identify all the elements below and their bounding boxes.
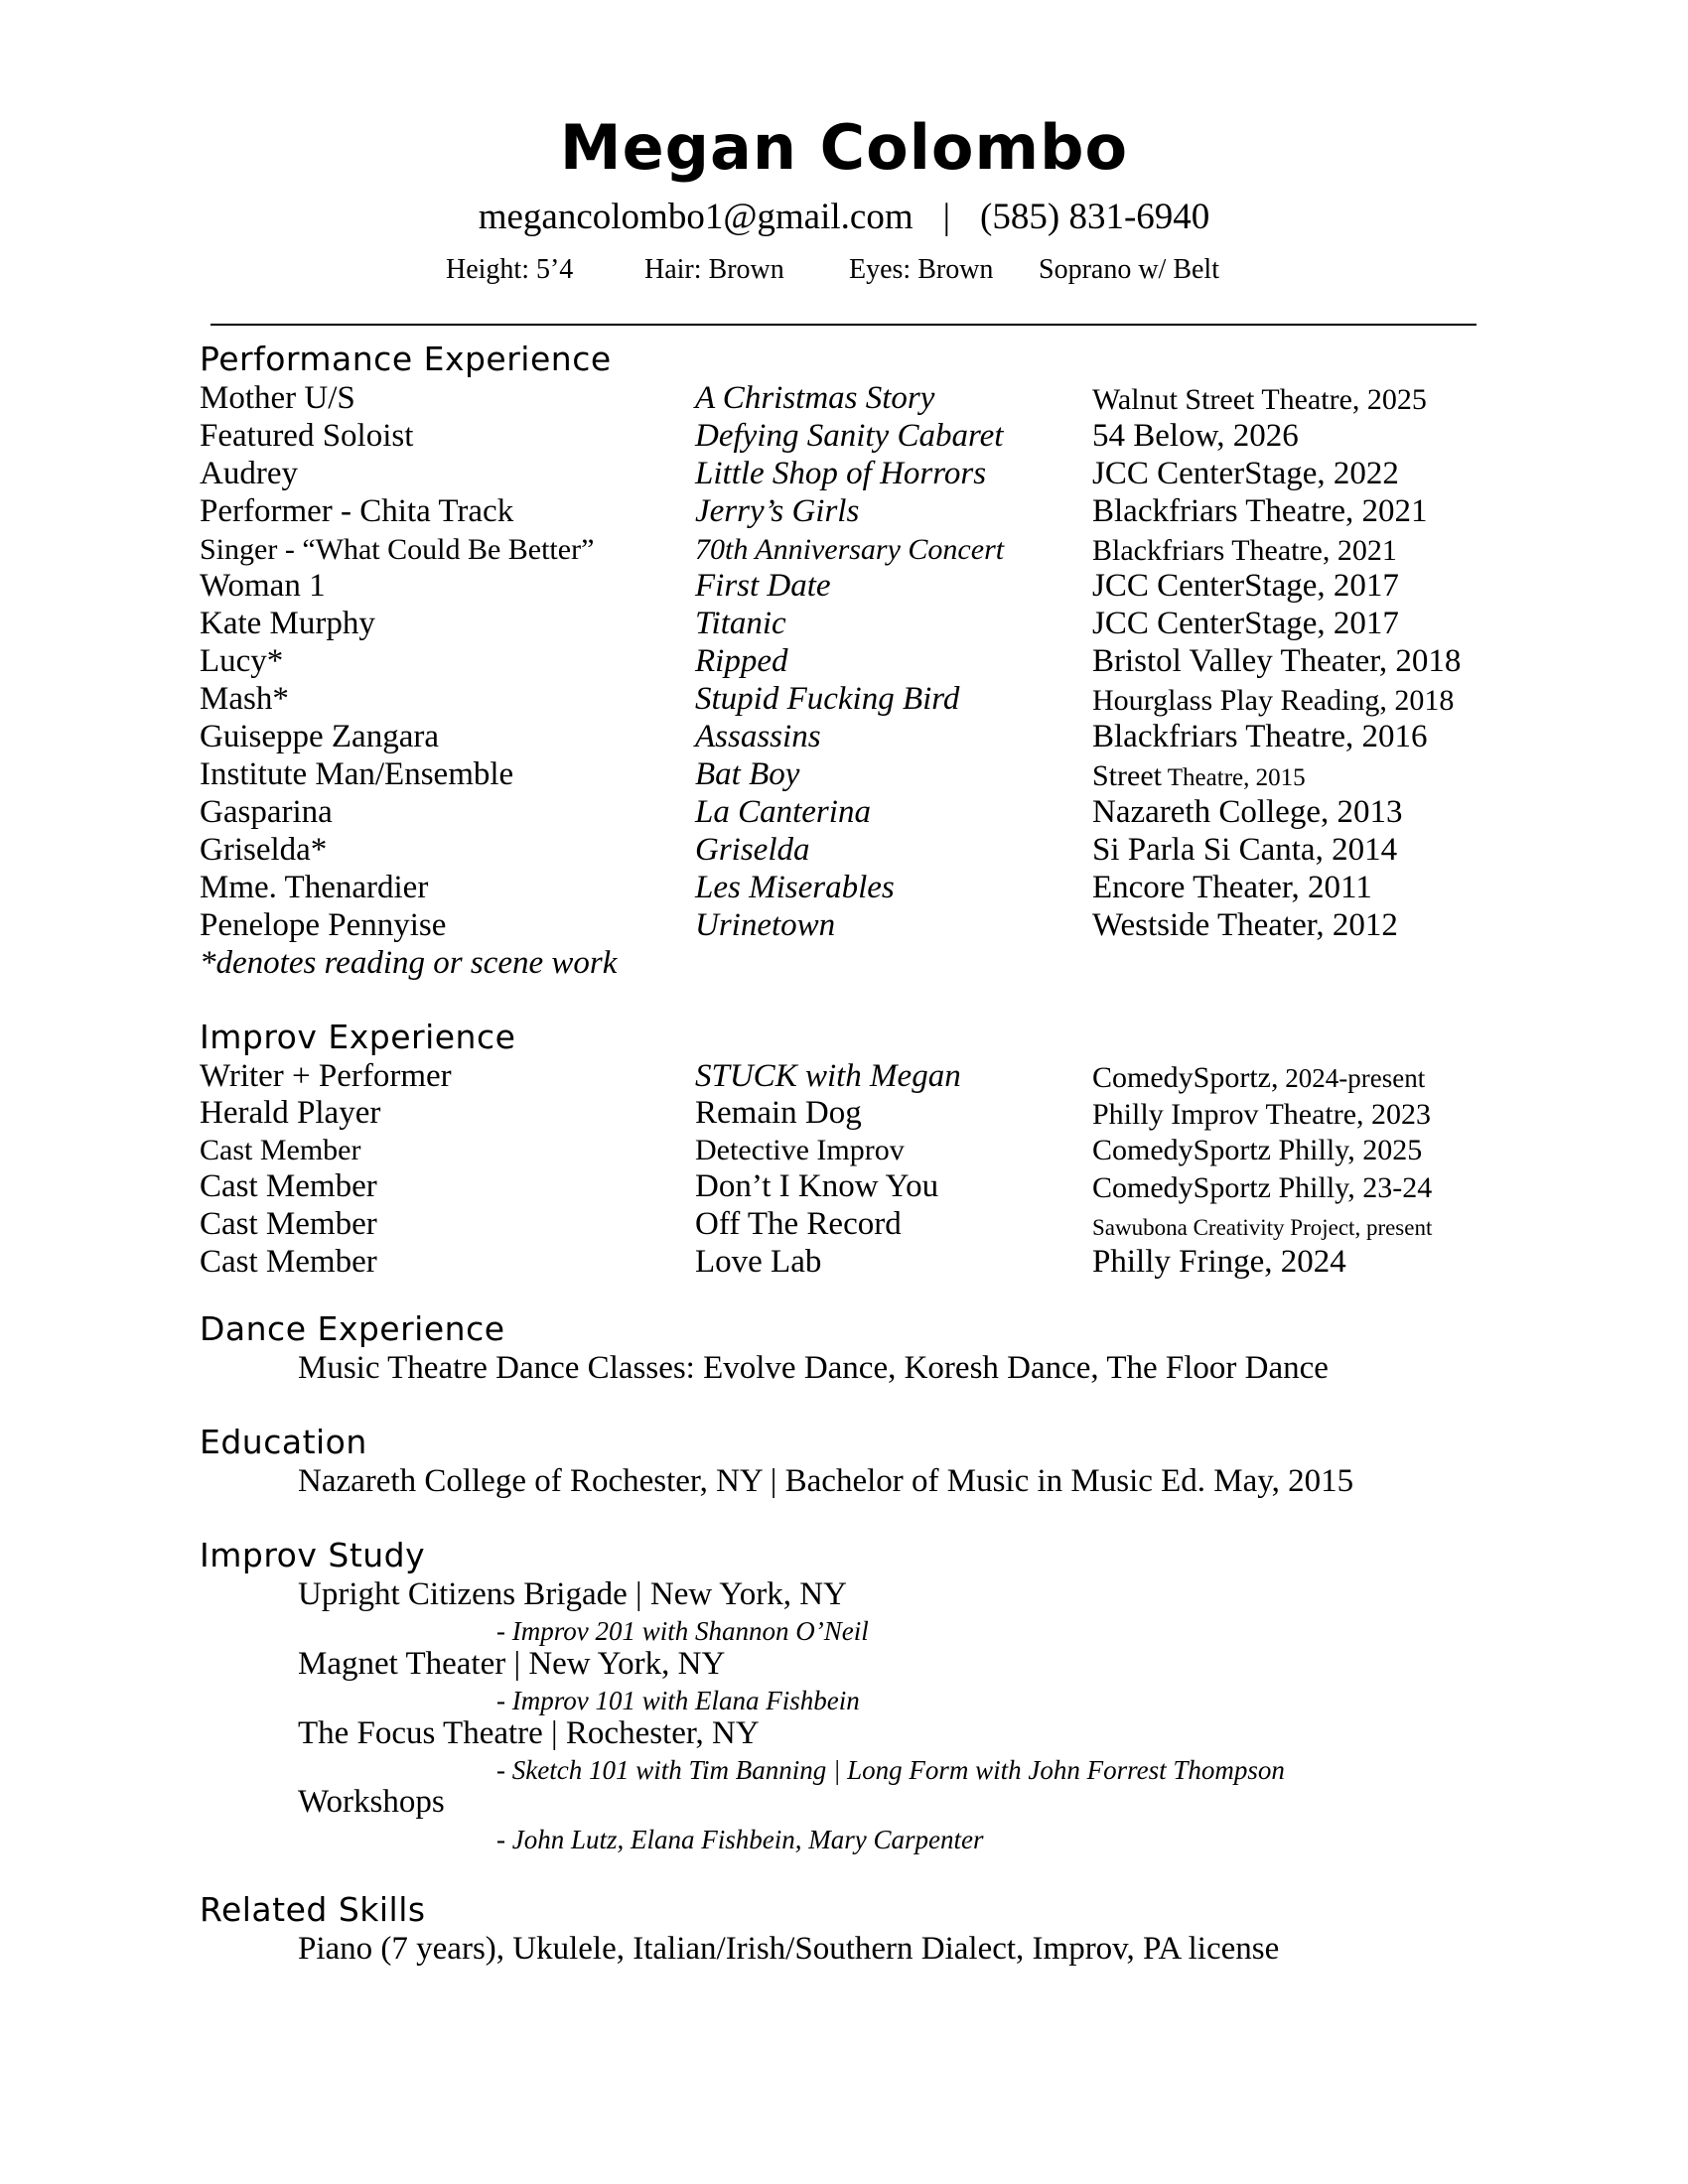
show: A Christmas Story bbox=[695, 380, 935, 416]
study-school: Upright Citizens Brigade | New York, NY bbox=[298, 1576, 847, 1612]
show: Stupid Fucking Bird bbox=[695, 681, 960, 717]
role: Writer + Performer bbox=[200, 1058, 452, 1094]
venue: Bristol Valley Theater, 2018 bbox=[1092, 643, 1462, 679]
show: First Date bbox=[695, 568, 831, 604]
performance-row bbox=[0, 645, 1688, 683]
venue: Nazareth College, 2013 bbox=[1092, 794, 1403, 830]
show: Detective Improv bbox=[695, 1134, 905, 1166]
study-school: The Focus Theatre | Rochester, NY bbox=[298, 1715, 760, 1751]
hair-stat: Hair: Brown bbox=[644, 254, 784, 285]
show: Urinetown bbox=[695, 907, 836, 943]
show: Ripped bbox=[695, 643, 788, 679]
role: Featured Soloist bbox=[200, 418, 414, 454]
improv-row bbox=[0, 1097, 1688, 1135]
role: Cast Member bbox=[200, 1134, 361, 1166]
role: Mme. Thenardier bbox=[200, 870, 429, 905]
venue: Blackfriars Theatre, 2016 bbox=[1092, 719, 1428, 754]
performance-row bbox=[0, 909, 1688, 947]
performance-row bbox=[0, 834, 1688, 872]
venue: Philly Improv Theatre, 2023 bbox=[1092, 1098, 1432, 1131]
study-course: - Improv 201 with Shannon O’Neil bbox=[496, 1616, 869, 1646]
role: Kate Murphy bbox=[200, 606, 375, 641]
applicant-name: Megan Colombo bbox=[559, 111, 1129, 184]
phone-number: (585) 831-6940 bbox=[980, 197, 1210, 237]
venue: Encore Theater, 2011 bbox=[1092, 870, 1372, 905]
section-title-improv: Improv Experience bbox=[200, 1018, 516, 1056]
role: Performer - Chita Track bbox=[200, 493, 514, 529]
venue bbox=[1092, 761, 1306, 791]
skills-list: Piano (7 years), Ukulele, Italian/Irish/Southern Dialect, Improv, PA license bbox=[298, 1931, 1280, 1967]
performance-row bbox=[0, 533, 1688, 571]
role: Griselda* bbox=[200, 832, 328, 868]
role: Penelope Pennyise bbox=[200, 907, 447, 943]
performance-row bbox=[0, 382, 1688, 420]
role: Herald Player bbox=[200, 1095, 381, 1131]
venue: Blackfriars Theatre, 2021 bbox=[1092, 534, 1397, 567]
performance-row bbox=[0, 683, 1688, 721]
show: Off The Record bbox=[695, 1206, 902, 1242]
venue-part: Theatre, 2015 bbox=[1161, 764, 1306, 791]
voice-type: Soprano w/ Belt bbox=[1039, 254, 1219, 285]
performance-row bbox=[0, 570, 1688, 608]
role: Institute Man/Ensemble bbox=[200, 756, 514, 792]
performance-row bbox=[0, 495, 1688, 533]
performance-row bbox=[0, 758, 1688, 796]
venue: JCC CenterStage, 2017 bbox=[1092, 568, 1399, 604]
performance-row bbox=[0, 420, 1688, 458]
height-stat: Height: 5’4 bbox=[446, 254, 574, 285]
section-title-education: Education bbox=[200, 1423, 367, 1461]
show: Titanic bbox=[695, 606, 786, 641]
venue: ComedySportz Philly, 23-24 bbox=[1092, 1171, 1433, 1204]
show: STUCK with Megan bbox=[695, 1058, 961, 1094]
role: Woman 1 bbox=[200, 568, 326, 604]
contact-line bbox=[0, 199, 1688, 235]
section-title-skills: Related Skills bbox=[200, 1890, 426, 1929]
education-detail: Nazareth College of Rochester, NY | Bachelor of Music in Music Ed. May, 2015 bbox=[298, 1463, 1354, 1499]
role: Cast Member bbox=[200, 1168, 377, 1204]
show: Griselda bbox=[695, 832, 810, 868]
show: Bat Boy bbox=[695, 756, 800, 792]
study-course: - John Lutz, Elana Fishbein, Mary Carpenter bbox=[496, 1825, 984, 1854]
email-link[interactable]: megancolombo1@gmail.com bbox=[478, 197, 914, 237]
show: Defying Sanity Cabaret bbox=[695, 418, 1004, 454]
improv-row bbox=[0, 1135, 1688, 1172]
performance-row bbox=[0, 872, 1688, 909]
venue: Philly Fringe, 2024 bbox=[1092, 1244, 1346, 1280]
performance-row bbox=[0, 796, 1688, 834]
header-divider bbox=[211, 324, 1477, 326]
role: Singer - “What Could Be Better” bbox=[200, 533, 595, 566]
show: Remain Dog bbox=[695, 1095, 862, 1131]
venue: Walnut Street Theatre, 2025 bbox=[1092, 383, 1427, 416]
role: Audrey bbox=[200, 456, 298, 491]
role: Cast Member bbox=[200, 1244, 377, 1280]
section-title-dance: Dance Experience bbox=[200, 1309, 505, 1348]
performance-row bbox=[0, 721, 1688, 758]
contact-separator: | bbox=[942, 197, 951, 237]
show: Little Shop of Horrors bbox=[695, 456, 987, 491]
venue bbox=[1092, 1063, 1425, 1093]
study-school: Workshops bbox=[298, 1784, 445, 1820]
role: Cast Member bbox=[200, 1206, 377, 1242]
venue: ComedySportz Philly, 2025 bbox=[1092, 1134, 1423, 1166]
venue-part: 2024-present bbox=[1278, 1063, 1426, 1093]
show: Assassins bbox=[695, 719, 821, 754]
venue: Hourglass Play Reading, 2018 bbox=[1092, 684, 1455, 717]
performance-footnote: *denotes reading or scene work bbox=[200, 945, 618, 981]
venue: Si Parla Si Canta, 2014 bbox=[1092, 832, 1398, 868]
dance-classes: Music Theatre Dance Classes: Evolve Dance, Koresh Dance, The Floor Dance bbox=[298, 1350, 1329, 1386]
venue-part: ComedySportz, bbox=[1092, 1061, 1279, 1094]
show: Don’t I Know You bbox=[695, 1168, 939, 1204]
section-title-improv-study: Improv Study bbox=[200, 1536, 426, 1574]
performance-row bbox=[0, 608, 1688, 645]
venue: Sawubona Creativity Project, present bbox=[1092, 1215, 1433, 1240]
role: Mash* bbox=[200, 681, 289, 717]
show: La Canterina bbox=[695, 794, 871, 830]
role: Lucy* bbox=[200, 643, 284, 679]
study-course: - Sketch 101 with Tim Banning | Long Form with John Forrest Thompson bbox=[496, 1755, 1285, 1785]
show: Love Lab bbox=[695, 1244, 822, 1280]
venue: JCC CenterStage, 2022 bbox=[1092, 456, 1399, 491]
show: 70th Anniversary Concert bbox=[695, 533, 1005, 566]
improv-row bbox=[0, 1060, 1688, 1098]
study-course: - Improv 101 with Elana Fishbein bbox=[496, 1686, 860, 1715]
show: Jerry’s Girls bbox=[695, 493, 860, 529]
improv-row bbox=[0, 1170, 1688, 1208]
venue: Blackfriars Theatre, 2021 bbox=[1092, 493, 1428, 529]
venue: JCC CenterStage, 2017 bbox=[1092, 606, 1399, 641]
role: Gasparina bbox=[200, 794, 333, 830]
section-title-performance: Performance Experience bbox=[200, 340, 612, 378]
improv-row bbox=[0, 1208, 1688, 1246]
show: Les Miserables bbox=[695, 870, 895, 905]
improv-row bbox=[0, 1246, 1688, 1284]
venue: Westside Theater, 2012 bbox=[1092, 907, 1398, 943]
performance-row bbox=[0, 458, 1688, 495]
role: Guiseppe Zangara bbox=[200, 719, 439, 754]
venue-part: Street bbox=[1092, 759, 1162, 792]
study-school: Magnet Theater | New York, NY bbox=[298, 1646, 726, 1682]
eyes-stat: Eyes: Brown bbox=[849, 254, 994, 285]
role: Mother U/S bbox=[200, 380, 355, 416]
venue: 54 Below, 2026 bbox=[1092, 418, 1299, 454]
